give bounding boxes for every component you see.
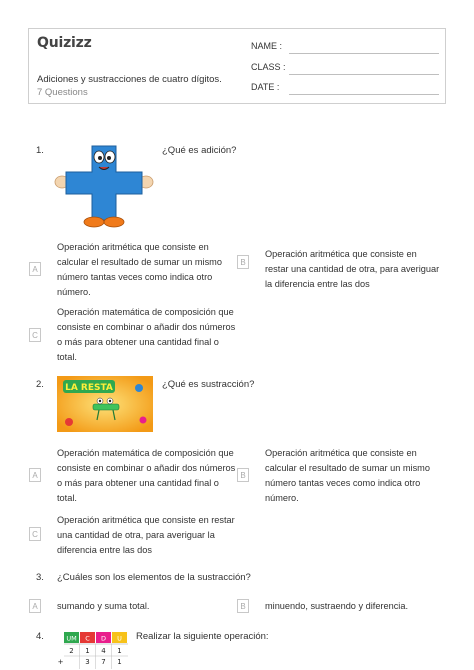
option-b-letter[interactable]: B	[237, 599, 249, 613]
option-c-letter[interactable]: C	[29, 527, 41, 541]
plus-sign-cartoon-image	[54, 140, 154, 228]
table-row2-c: 3	[85, 658, 90, 666]
quizizz-logo: Quizizz	[37, 35, 92, 51]
class-field[interactable]	[289, 74, 439, 75]
table-row1-c: 1	[85, 647, 90, 655]
table-row1-um: 2	[69, 647, 74, 655]
name-label: NAME :	[251, 41, 283, 51]
option-a-letter[interactable]: A	[29, 599, 41, 613]
table-row2-d: 7	[101, 658, 106, 666]
worksheet-title: Adiciones y sustracciones de cuatro dígitos.	[37, 74, 222, 85]
option-c-text[interactable]: Operación matemática de composición que consiste en combinar o añadir dos números o más para obtener una cantidad final o total.	[57, 307, 236, 362]
question-number: 4.	[36, 631, 44, 642]
option-b-text[interactable]: Operación aritmética que consiste en calcular el resultado de sumar un mismo número tantas veces como indica otro número.	[265, 448, 430, 503]
name-field[interactable]	[289, 53, 439, 54]
option-b-text[interactable]: minuendo, sustraendo y diferencia.	[265, 601, 409, 611]
table-header-d: D	[100, 634, 107, 643]
table-header-um: UM	[66, 634, 77, 643]
question-number: 2.	[36, 379, 44, 390]
la-resta-image	[57, 376, 153, 432]
option-b-letter[interactable]: B	[237, 255, 249, 269]
date-field[interactable]	[289, 94, 439, 95]
question-text: Realizar la siguiente operación:	[136, 631, 269, 642]
option-b-text[interactable]: Operación aritmética que consiste en restar una cantidad de otra, para averiguar la diferencia entre las dos	[265, 249, 440, 289]
table-header-c: C	[85, 634, 90, 643]
place-value-table-image	[58, 631, 138, 670]
table-row2-sign: +	[58, 658, 64, 666]
worksheet-header	[28, 28, 446, 104]
option-b-letter[interactable]: B	[237, 468, 249, 482]
question-text: ¿Qué es sustracción?	[162, 379, 255, 390]
question-number: 1.	[36, 145, 44, 156]
option-c-letter[interactable]: C	[29, 328, 41, 342]
question-count: 7 Questions	[37, 87, 88, 98]
class-label: CLASS :	[251, 62, 286, 72]
table-header-u: U	[117, 634, 122, 643]
question-text: ¿Qué es adición?	[162, 145, 237, 156]
option-a-text[interactable]: Operación aritmética que consiste en calcular el resultado de sumar un mismo número tantas veces como indica otro número.	[57, 242, 222, 297]
table-row2-u: 1	[117, 658, 122, 666]
option-c-text[interactable]: Operación aritmética que consiste en restar una cantidad de otra, para averiguar la diferencia entre las dos	[57, 515, 235, 555]
table-row1-u: 1	[117, 647, 122, 655]
question-text: ¿Cuáles son los elementos de la sustracción?	[57, 572, 251, 583]
option-a-letter[interactable]: A	[29, 262, 41, 276]
question-number: 3.	[36, 572, 44, 583]
option-a-letter[interactable]: A	[29, 468, 41, 482]
option-a-text[interactable]: Operación matemática de composición que consiste en combinar o añadir dos números o más para obtener una cantidad final o total.	[57, 448, 236, 503]
date-label: DATE :	[251, 82, 280, 92]
table-row1-d: 4	[101, 647, 106, 655]
la-resta-image-text: LA RESTA	[65, 383, 113, 393]
option-a-text[interactable]: sumando y suma total.	[57, 601, 150, 611]
